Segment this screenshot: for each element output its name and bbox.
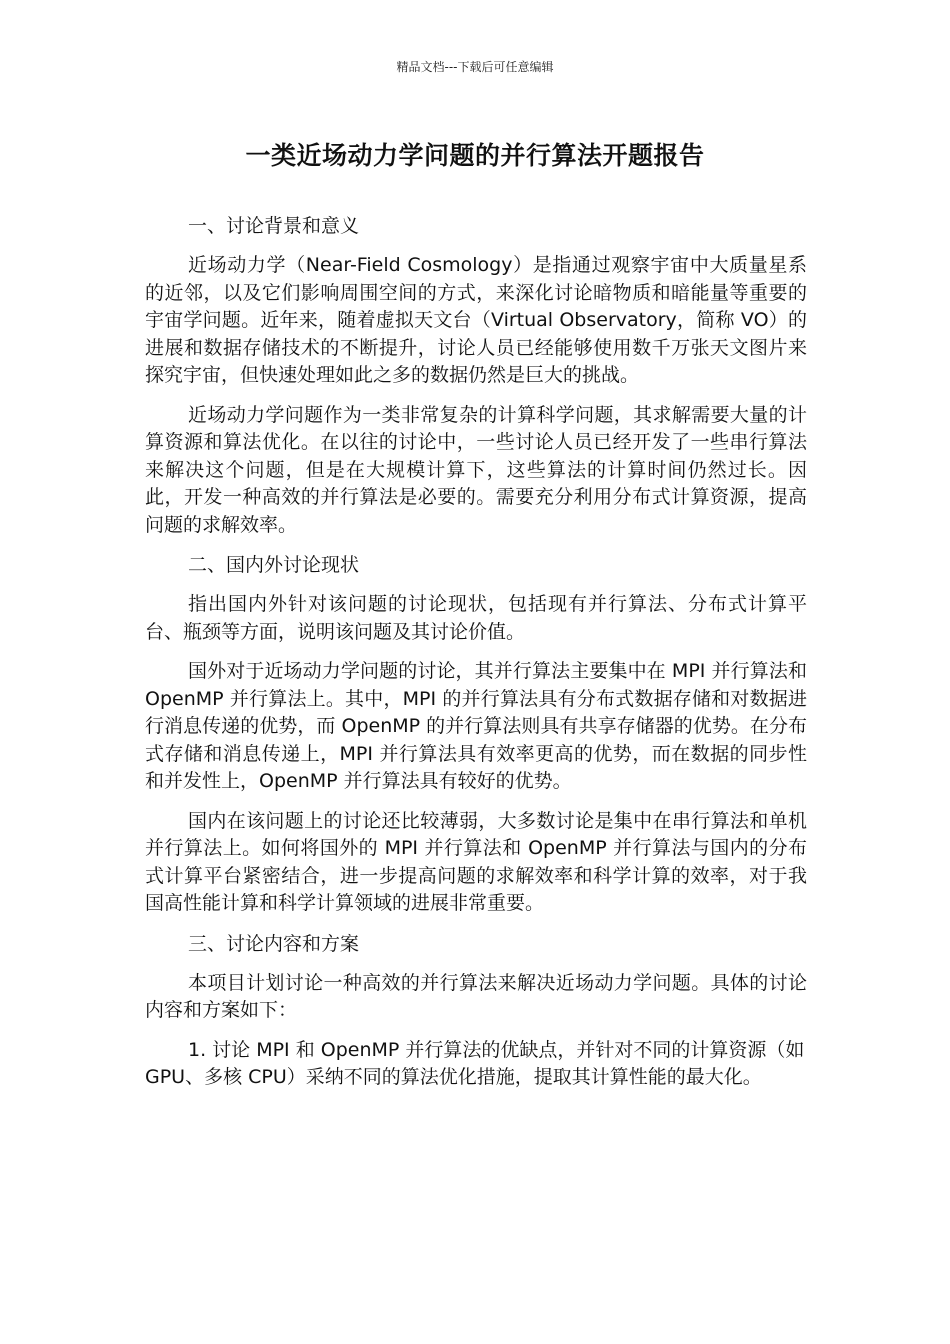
paragraph-background-2: 近场动力学问题作为一类非常复杂的计算科学问题，其求解需要大量的计算资源和算法优化。在以往的讨论中，一些讨论人员已经开发了一些串行算法来解决这个问题，但是在大规模计算下，这些算法的计算时间仍然过长。因此，开发一种高效的并行算法是必要的。需要充分利用分布式计算资源，提高问题的求解效率。 [145, 403, 807, 536]
paragraph-status-1: 指出国内外针对该问题的讨论现状，包括现有并行算法、分布式计算平台、瓶颈等方面，说明该问题及其讨论价值。 [145, 593, 807, 643]
page-header-note: 精品文档---下载后可任意编辑 [396, 60, 554, 74]
section-heading-status: 二、国内外讨论现状 [188, 554, 360, 576]
document-title: 一类近场动力学问题的并行算法开题报告 [245, 141, 705, 170]
section-heading-background: 一、讨论背景和意义 [188, 215, 360, 237]
paragraph-status-2: 国外对于近场动力学问题的讨论，其并行算法主要集中在 MPI 并行算法和 OpenMP 并行算法上。其中，MPI 的并行算法具有分布式数据存储和对数据进行消息传递的优势，而 OpenMP 的并行算法则具有共享存储器的优势。在分布式存储和消息传递上，MPI 并行算法具有效率更高的优势，而在数据的同步性和并发性上，OpenMP 并行算法具有较好的优势。 [145, 660, 807, 792]
paragraph-background-1: 近场动力学（Near-Field Cosmology）是指通过观察宇宙中大质量星系的近邻，以及它们影响周围空间的方式，来深化讨论暗物质和暗能量等重要的宇宙学问题。近年来，随着虚拟天文台（Virtual Observatory，简称 VO）的进展和数据存储技术的不断提升，讨论人员已经能够使用数千万张天文图片来探究宇宙，但快速处理如此之多的数据仍然是巨大的挑战。 [145, 254, 807, 386]
list-item-plan-1: 1. 讨论 MPI 和 OpenMP 并行算法的优缺点，并针对不同的计算资源（如 GPU、多核 CPU）采纳不同的算法优化措施，提取其计算性能的最大化。 [145, 1038, 805, 1088]
paragraph-plan-1: 本项目计划讨论一种高效的并行算法来解决近场动力学问题。具体的讨论内容和方案如下： [145, 971, 807, 1021]
paragraph-status-3: 国内在该问题上的讨论还比较薄弱，大多数讨论是集中在串行算法和单机并行算法上。如何将国外的 MPI 并行算法和 OpenMP 并行算法与国内的分布式计算平台紧密结合，进一步提高问题的求解效率和科学计算的效率，对于我国高性能计算和科学计算领域的进展非常重要。 [145, 809, 807, 914]
section-heading-plan: 三、讨论内容和方案 [188, 932, 360, 955]
document-body [145, 212, 807, 1104]
